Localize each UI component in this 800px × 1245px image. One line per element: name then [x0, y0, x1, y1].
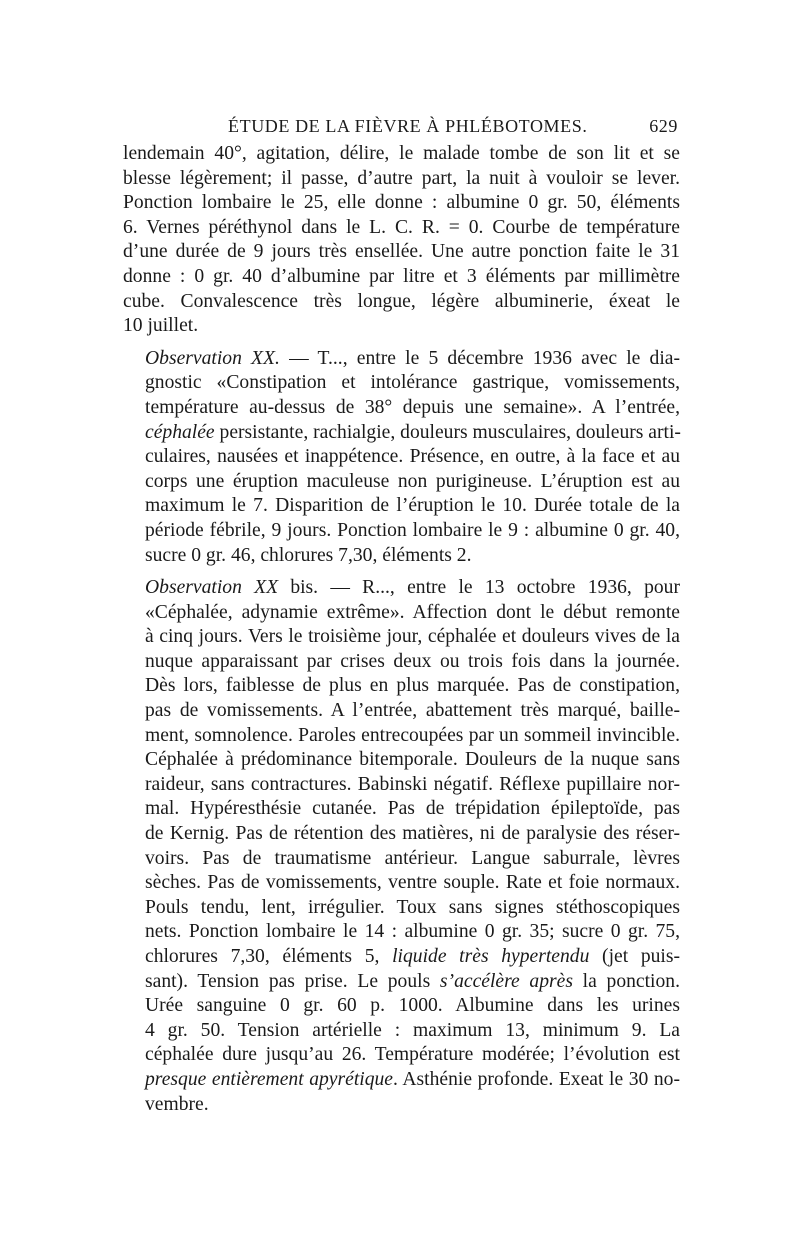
- text-line: sant). Tension pas prise. Le pouls s’accélère après la ponction.: [145, 970, 680, 992]
- text-line: lendemain 40°, agitation, délire, le malade tombe de son lit et se: [123, 143, 680, 164]
- text-line: nets. Ponction lombaire le 14 : albumine 0 gr. 35; sucre 0 gr. 75,: [145, 921, 680, 943]
- text-line: 6. Vernes péréthynol dans le L. C. R. = 0. Courbe de température: [123, 216, 680, 238]
- paragraph-continuation: [123, 142, 680, 339]
- text-line: Urée sanguine 0 gr. 60 p. 1000. Albumine dans les urines: [145, 995, 680, 1017]
- italic-term: liquide très hypertendu: [392, 946, 590, 967]
- text-line: cube. Convalescence très longue, légère albuminerie, éxeat le: [123, 290, 680, 312]
- text-line: Dès lors, faiblesse de plus en plus marquée. Pas de constipation,: [145, 675, 680, 697]
- text-line: sucre 0 gr. 46, chlorures 7,30, éléments 2.: [145, 544, 472, 566]
- text-line: d’une durée de 9 jours très ensellée. Une autre ponction faite le 31: [123, 241, 680, 263]
- observation-xx-bis: [123, 576, 680, 1117]
- text-line: gnostic «Constipation et intolérance gastrique, vomissements,: [145, 372, 680, 394]
- text-line: Ponction lombaire le 25, elle donne : albumine 0 gr. 50, éléments: [123, 192, 680, 214]
- text-line: Céphalée à prédominance bitemporale. Douleurs de la nuque sans: [145, 749, 680, 771]
- text-line: corps une éruption maculeuse non purigineuse. L’éruption est au: [145, 470, 680, 492]
- running-title: ÉTUDE DE LA FIÈVRE À PHLÉBOTOMES.: [228, 116, 588, 136]
- text-line: céphalée persistante, rachialgie, douleurs musculaires, douleurs arti-: [145, 421, 681, 443]
- document-page: [123, 112, 680, 1117]
- text-line: sèches. Pas de vomissements, ventre souple. Rate et foie normaux.: [145, 872, 680, 894]
- text-line: voirs. Pas de traumatisme antérieur. Langue saburrale, lèvres: [145, 847, 680, 869]
- text-line: à cinq jours. Vers le troisième jour, céphalée et douleurs vives de la: [145, 626, 680, 648]
- observation-heading: Observation XX.: [145, 347, 280, 369]
- text-line: ment, somnolence. Paroles entrecoupées par un sommeil invincible.: [145, 724, 680, 746]
- text-line: nuque apparaissant par crises deux ou trois fois dans la journée.: [145, 650, 680, 672]
- text-line: donne : 0 gr. 40 d’albumine par litre et 3 éléments par millimètre: [123, 265, 680, 287]
- text-line: chlorures 7,30, éléments 5, liquide très hypertendu (jet puis-: [145, 946, 681, 967]
- body-text: [123, 142, 680, 1117]
- italic-term: presque entièrement apyrétique: [145, 1068, 394, 1090]
- text-line: blesse légèrement; il passe, d’autre part, la nuit à vouloir se lever.: [123, 167, 680, 189]
- observation-heading: Observation XX: [145, 577, 279, 599]
- text-line: 10 juillet.: [123, 315, 199, 337]
- page-number: 629: [649, 116, 678, 136]
- text-line: période fébrile, 9 jours. Ponction lombaire le 9 : albumine 0 gr. 40,: [145, 519, 680, 541]
- text-line: vembre.: [145, 1093, 209, 1115]
- text-line: «Céphalée, adynamie extrême». Affection dont le début remonte: [145, 601, 680, 623]
- italic-term: s’accélère après: [439, 970, 573, 992]
- text-line: pas de vomissements. A l’entrée, abattement très marqué, baille-: [145, 700, 680, 722]
- text-line: céphalée dure jusqu’au 26. Température modérée; l’évolution est: [145, 1044, 680, 1066]
- text-line: 4 gr. 50. Tension artérielle : maximum 13, minimum 9. La: [145, 1019, 680, 1041]
- running-header: [123, 112, 680, 142]
- text-line: Pouls tendu, lent, irrégulier. Toux sans signes stéthoscopiques: [145, 896, 680, 918]
- text-line: maximum le 7. Disparition de l’éruption le 10. Durée totale de la: [145, 495, 680, 517]
- text-line: mal. Hypéresthésie cutanée. Pas de trépidation épileptoïde, pas: [145, 798, 680, 820]
- text-line: culaires, nausées et inappétence. Présence, en outre, à la face et au: [145, 446, 680, 468]
- text-line: presque entièrement apyrétique. Asthénie profonde. Exeat le 30 no-: [145, 1068, 681, 1090]
- italic-term: céphalée: [145, 421, 215, 443]
- observation-xx: [123, 347, 680, 568]
- text-line: Observation XX bis. — R..., entre le 13 octobre 1936, pour: [145, 577, 680, 599]
- text-line: température au-dessus de 38° depuis une semaine». A l’entrée,: [145, 396, 680, 418]
- text-line: raideur, sans contractures. Babinski négatif. Réflexe pupillaire nor-: [145, 773, 680, 795]
- text-line: Observation XX. — T..., entre le 5 décembre 1936 avec le dia-: [145, 347, 680, 369]
- text-line: de Kernig. Pas de rétention des matières, ni de paralysie des réser-: [145, 823, 680, 845]
